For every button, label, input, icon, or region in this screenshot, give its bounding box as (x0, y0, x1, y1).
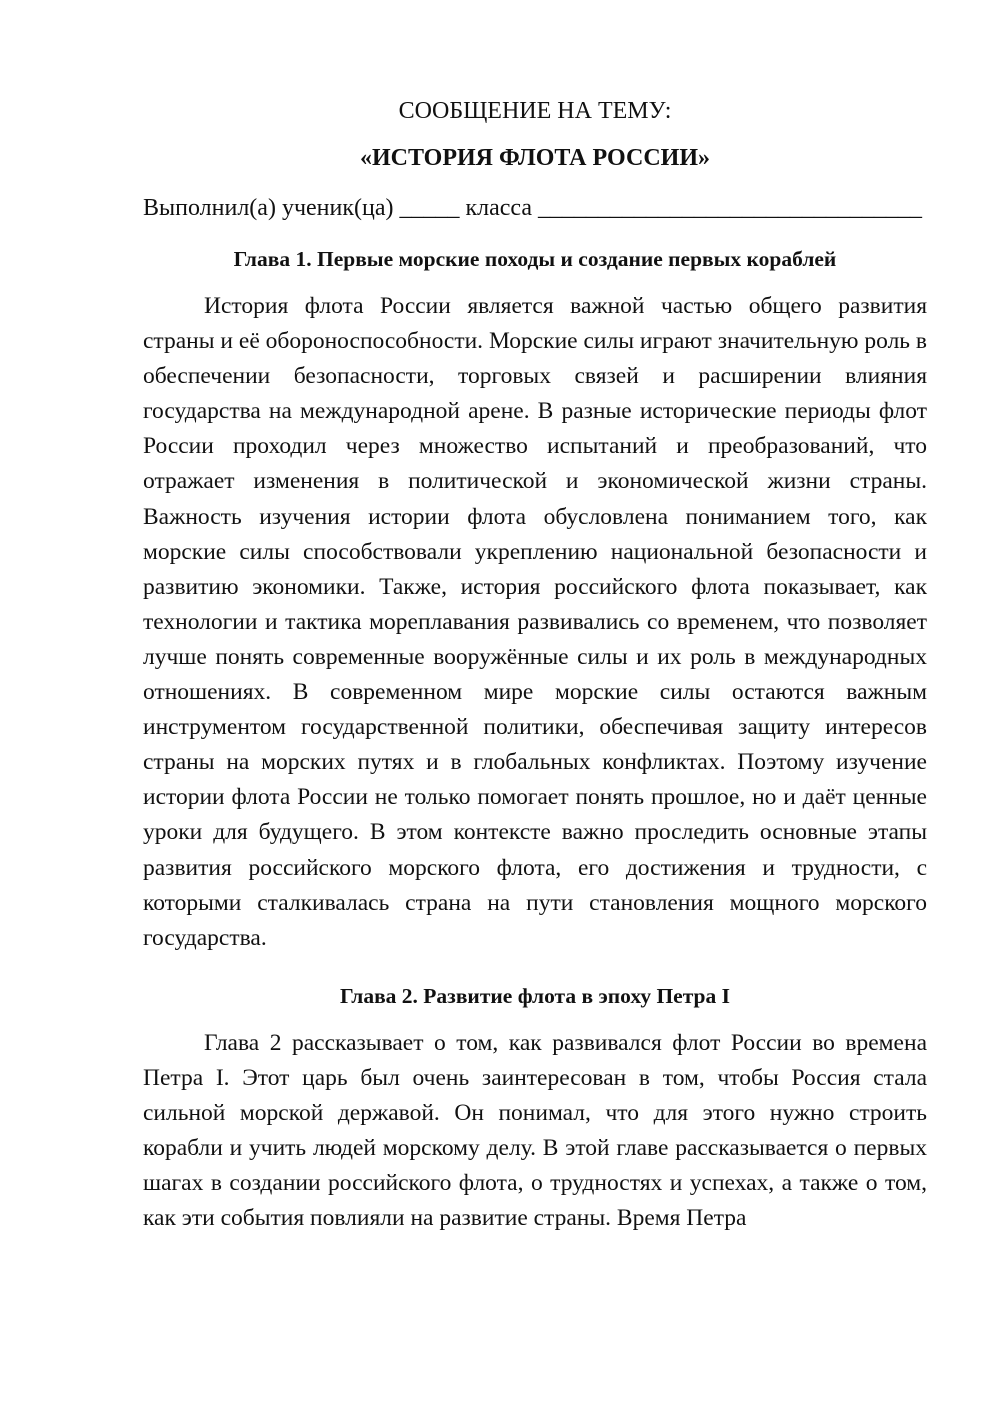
document-page (143, 94, 927, 1236)
document-title: «ИСТОРИЯ ФЛОТА РОССИИ» (359, 145, 710, 171)
chapter-2-heading: Глава 2. Развитие флота в эпоху Петра I (340, 983, 730, 1008)
author-line: Выполнил(а) ученик(ца) _____ класса ________________________________ (143, 195, 923, 221)
chapter-2-paragraph: Глава 2 рассказывает о том, как развивался флот России во времена Петра I. Этот царь был очень заинтересован в том, чтобы Россия стала сильной морской державой. Он понимал, что для этого нужно строить корабли и учить людей морскому делу. В этой главе рассказывается о первых шагах в создании российского флота, о трудностях и успехах, а также о том, как эти события повлияли на развитие страны. Время Петра (143, 1029, 927, 1232)
chapter-1-heading: Глава 1. Первые морские походы и создание первых кораблей (233, 247, 837, 271)
chapter-1-paragraph: История флота России является важной частью общего развития страны и её обороноспособности. Морские силы играют значительную роль в обеспечении безопасности, торговых связей и расширении влияния государства на международной арене. В разные исторические периоды флот России проходил через множество испытаний и преобразований, что отражает изменения в политической и экономической жизни страны. Важность изучения истории флота обусловлена пониманием того, как морские силы способствовали укреплению национальной безопасности и развитию экономики. Также, история российского флота показывает, как технологии и тактика мореплавания развивались со временем, что позволяет лучше понять современные вооружённые силы и их роль в международных отношениях. В современном мире морские силы остаются важным инструментом государственной политики, обеспечивая защиту интересов страны на морских путях и в глобальных конфликтах. Поэтому изучение истории флота России не только помогает понять прошлое, но и даёт ценные уроки для будущего. В этом контексте важно проследить основные этапы развития российского морского флота, его достижения и трудности, с которыми сталкивалась страна на пути становления мощного морского государства. (143, 293, 927, 951)
document-subtitle: СООБЩЕНИЕ НА ТЕМУ: (398, 98, 672, 124)
